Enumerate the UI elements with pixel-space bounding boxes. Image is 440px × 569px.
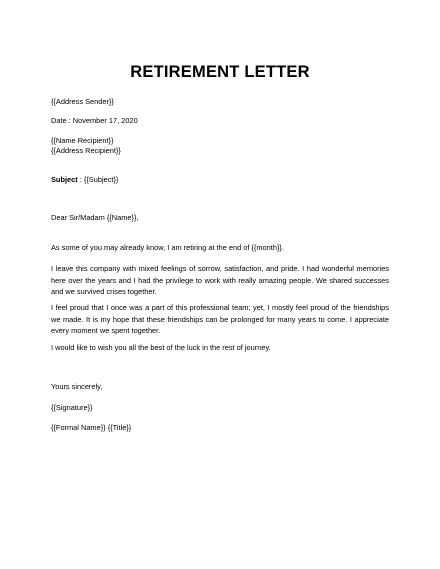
formal-name: {{Formal Name}} {{Title}} <box>51 423 132 432</box>
body-paragraph: I would like to wish you all the best of the luck in the rest of journey. <box>51 343 271 352</box>
signature: {{Signature}} <box>51 403 93 412</box>
body-paragraph: I feel proud that I once was a part of this professional team; yet, I mostly feel proud of the friendships we made. It is my hope that these friendships can be prolonged for many years to come. I appreciate every moment we spent together. <box>51 303 389 335</box>
letter-title: RETIREMENT LETTER <box>130 63 310 81</box>
address-sender: {{Address Sender}} <box>51 97 114 106</box>
salutation: Dear Sir/Madam {{Name}}, <box>51 213 139 222</box>
body-paragraph: As some of you may already know, I am retiring at the end of {{month}}. <box>51 243 284 252</box>
letter-date: Date : November 17, 2020 <box>51 116 138 125</box>
body-paragraph: I leave this company with mixed feelings of sorrow, satisfaction, and pride. I had wonderful memories here over the years and I had the privilege to work with really amazing people. We shared successes and we survived crises together. <box>51 264 389 296</box>
subject-label: Subject <box>51 175 78 184</box>
address-recipient: {{Address Recipient}} <box>51 146 121 155</box>
closing: Yours sincerely, <box>51 382 103 391</box>
name-recipient: {{Name Recipient}} <box>51 136 114 145</box>
subject-line <box>51 174 118 185</box>
subject-value: : {{Subject}} <box>77 175 119 184</box>
